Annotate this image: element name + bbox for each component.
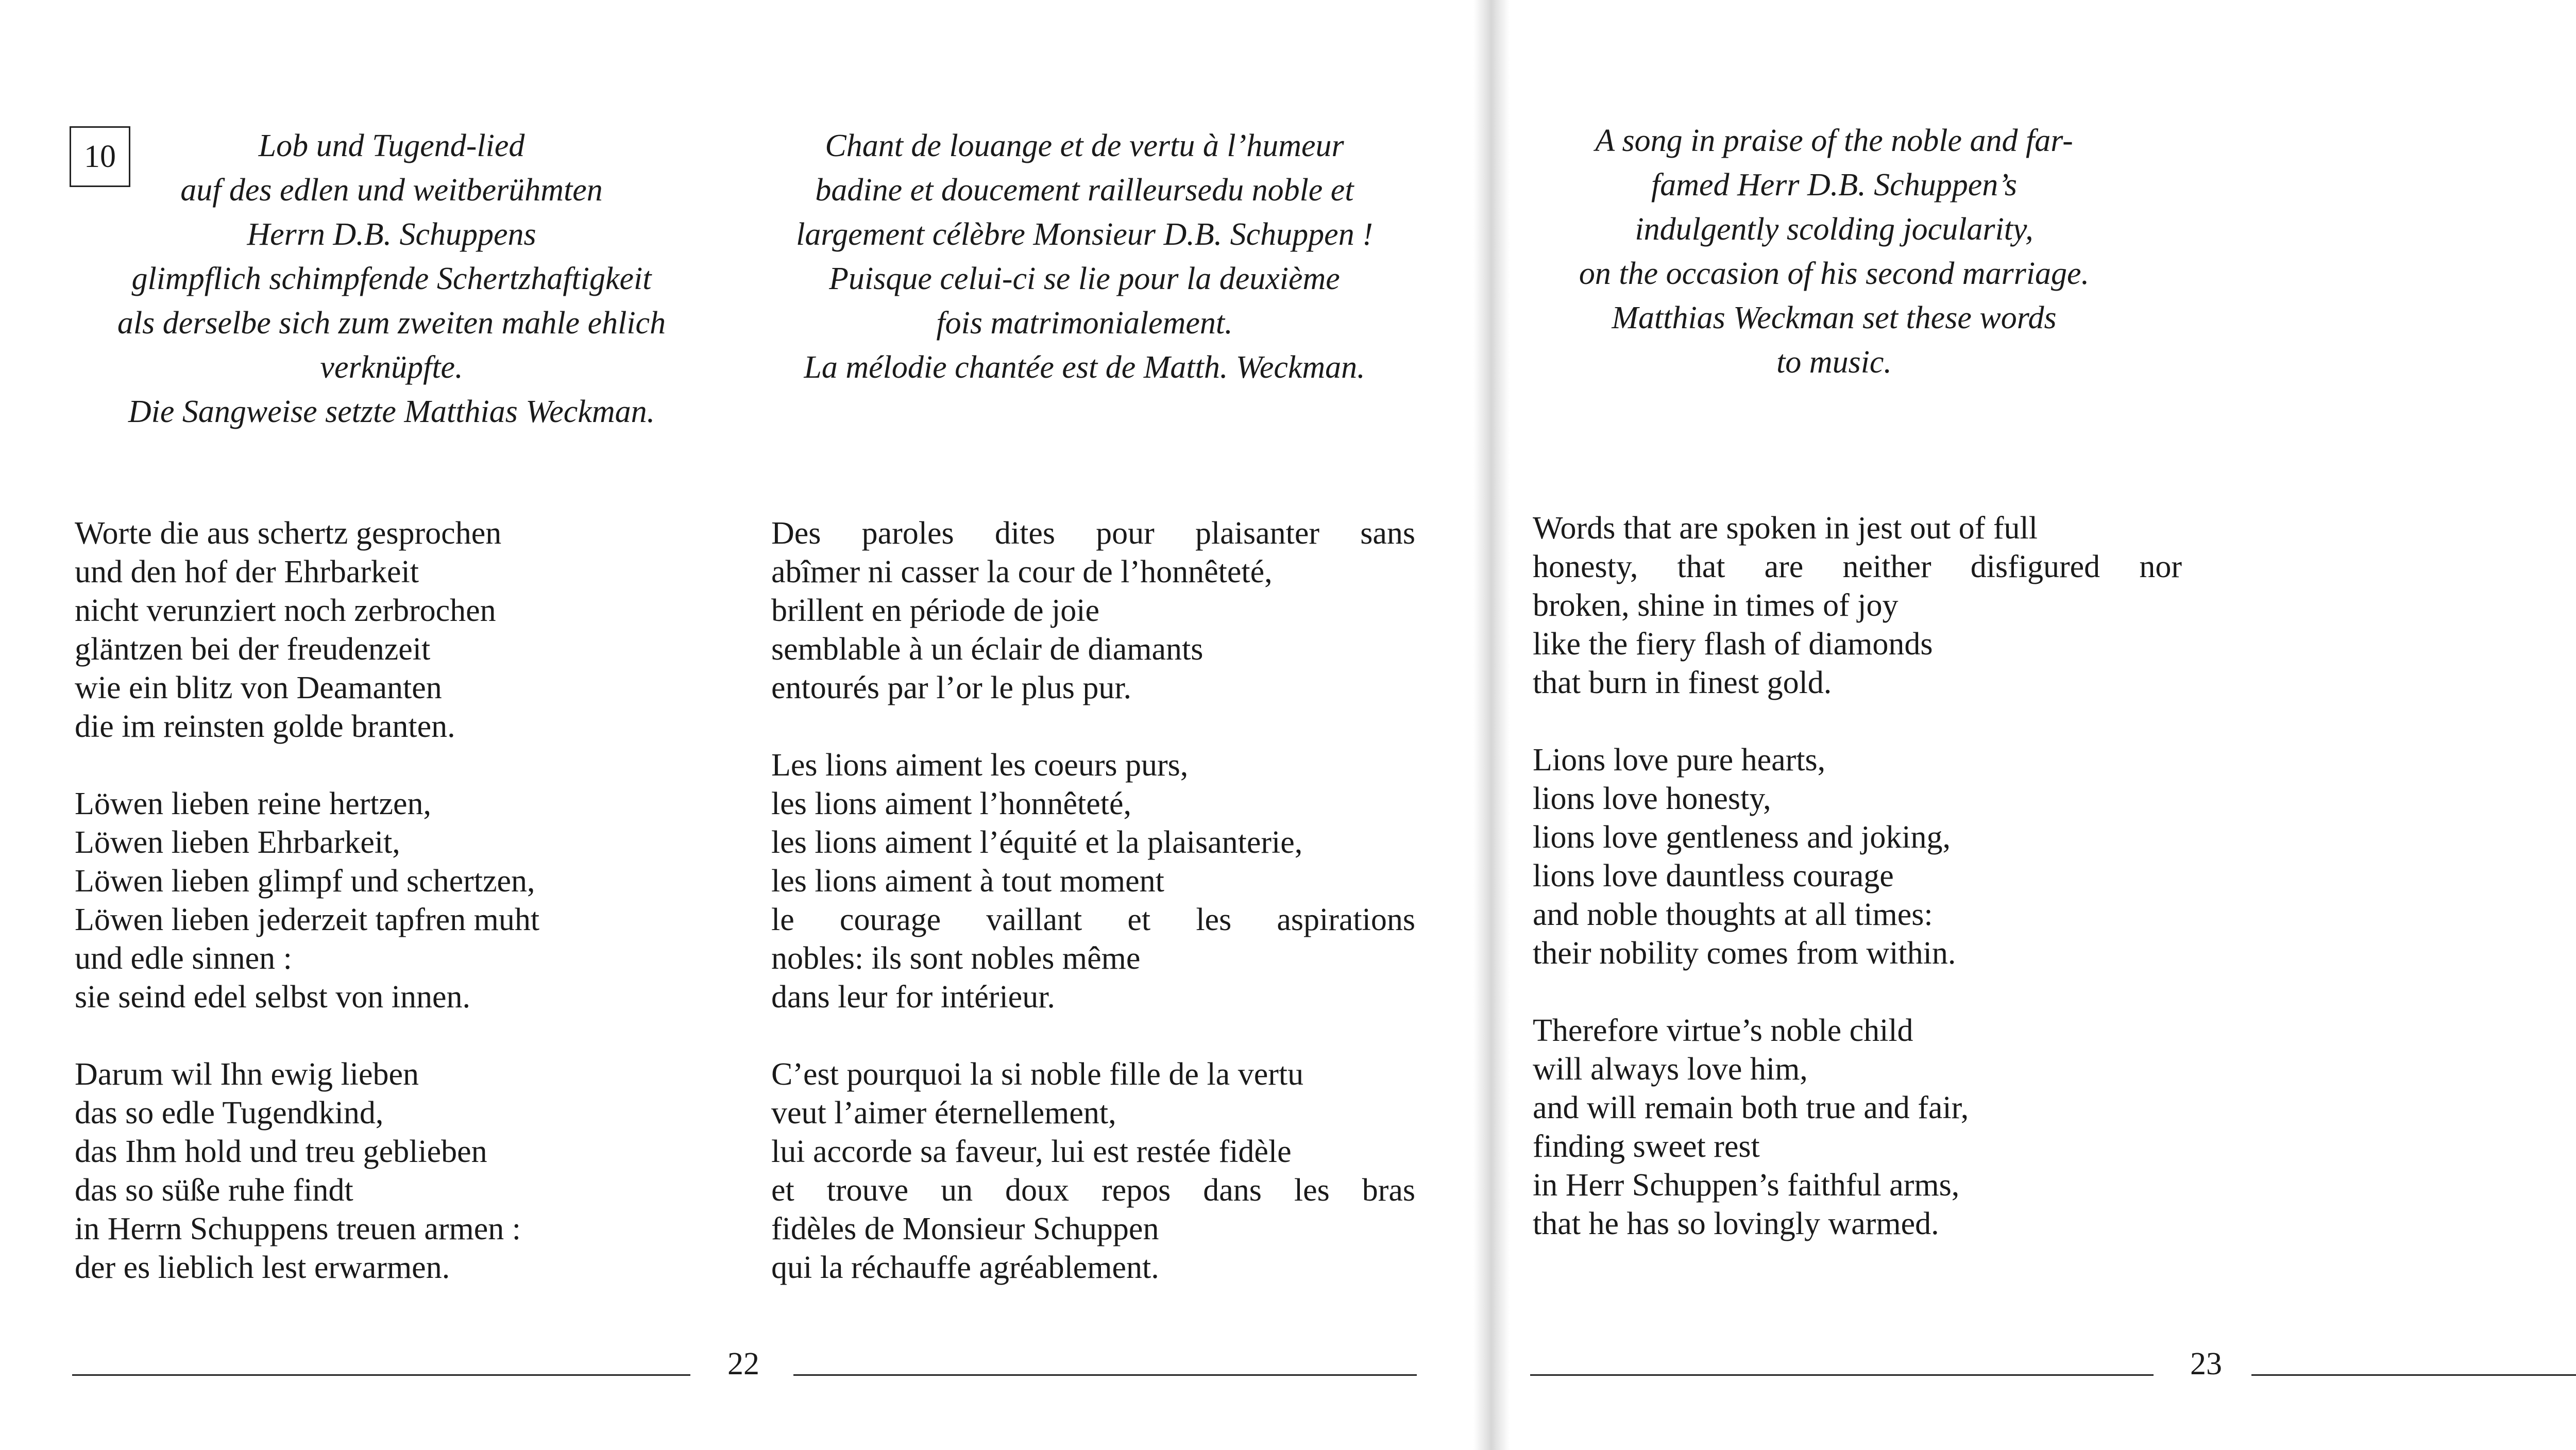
title-line: Puisque celui-ci se lie pour la deuxième bbox=[829, 261, 1340, 296]
verse-line: Löwen lieben jederzeit tapfren muht bbox=[75, 902, 540, 937]
track-number-box: 10 bbox=[70, 126, 130, 187]
right-page bbox=[1510, 0, 2576, 1450]
english-verse bbox=[1533, 509, 2182, 1282]
title-line: largement célèbre Monsieur D.B. Schuppen ! bbox=[796, 217, 1373, 252]
verse-line: that burn in finest gold. bbox=[1533, 665, 1832, 700]
title-line: A song in praise of the noble and far- bbox=[1595, 123, 2073, 158]
title-line: La mélodie chantée est de Matth. Weckman. bbox=[804, 350, 1365, 385]
verse-line: broken, shine in times of joy bbox=[1533, 588, 1899, 623]
verse-line: in Herrn Schuppens treuen armen : bbox=[75, 1211, 521, 1246]
verse-line: lions love dauntless courage bbox=[1533, 858, 1894, 893]
stanza bbox=[75, 514, 744, 746]
title-line: glimpflich schimpfende Schertzhaftigkeit bbox=[131, 261, 652, 296]
stanza bbox=[1533, 741, 2182, 973]
title-line: auf des edlen und weitberühmten bbox=[180, 173, 603, 208]
verse-line: Löwen lieben Ehrbarkeit, bbox=[75, 825, 400, 860]
title-line: Lob und Tugend-lied bbox=[258, 128, 525, 163]
book-gutter bbox=[1473, 0, 1510, 1450]
verse-line: abîmer ni casser la cour de l’honnêteté, bbox=[771, 554, 1273, 589]
page-number-left: 22 bbox=[727, 1346, 759, 1381]
verse-line: Words that are spoken in jest out of full bbox=[1533, 511, 2038, 546]
verse-line: nobles: ils sont nobles même bbox=[771, 941, 1141, 976]
verse-line: Löwen lieben glimpf und schertzen, bbox=[75, 864, 535, 899]
verse-line: sie seind edel selbst von innen. bbox=[75, 980, 470, 1015]
verse-line: honesty, that are neither disfigured nor bbox=[1533, 549, 2182, 584]
verse-line: veut l’aimer éternellement, bbox=[771, 1095, 1116, 1131]
footer-rule-left-b bbox=[793, 1374, 1417, 1376]
stanza bbox=[75, 1055, 744, 1287]
verse-line: und edle sinnen : bbox=[75, 941, 292, 976]
verse-line: lui accorde sa faveur, lui est restée fidèle bbox=[771, 1134, 1292, 1169]
title-line: Matthias Weckman set these words bbox=[1612, 300, 2057, 335]
verse-line: entourés par l’or le plus pur. bbox=[771, 670, 1132, 705]
verse-line: und den hof der Ehrbarkeit bbox=[75, 554, 419, 589]
title-line: als derselbe sich zum zweiten mahle ehlich bbox=[117, 306, 666, 341]
verse-line: nicht verunziert noch zerbrochen bbox=[75, 593, 496, 628]
german-verse bbox=[75, 514, 744, 1326]
verse-line: Löwen lieben reine hertzen, bbox=[75, 786, 431, 821]
title-line: on the occasion of his second marriage. bbox=[1579, 256, 2090, 291]
verse-line: that he has so lovingly warmed. bbox=[1533, 1206, 1939, 1241]
verse-line: wie ein blitz von Deamanten bbox=[75, 670, 442, 705]
stanza bbox=[75, 785, 744, 1017]
footer-rule-right-b bbox=[2251, 1374, 2576, 1376]
german-title bbox=[67, 124, 716, 434]
verse-line: et trouve un doux repos dans les bras bbox=[771, 1173, 1415, 1208]
title-line: badine et doucement railleursedu noble et bbox=[815, 173, 1354, 208]
verse-line: Les lions aiment les coeurs purs, bbox=[771, 748, 1189, 783]
french-verse bbox=[771, 514, 1415, 1326]
verse-line: like the fiery flash of diamonds bbox=[1533, 627, 1933, 662]
verse-line: Worte die aus schertz gesprochen bbox=[75, 516, 502, 551]
verse-line: Des paroles dites pour plaisanter sans bbox=[771, 516, 1415, 551]
title-line: Die Sangweise setzte Matthias Weckman. bbox=[128, 394, 655, 429]
verse-line: brillent en période de joie bbox=[771, 593, 1099, 628]
verse-line: fidèles de Monsieur Schuppen bbox=[771, 1211, 1159, 1246]
footer-rule-left-a bbox=[72, 1374, 690, 1376]
verse-line: semblable à un éclair de diamants bbox=[771, 632, 1204, 667]
verse-line: Therefore virtue’s noble child bbox=[1533, 1013, 1913, 1048]
verse-line: die im reinsten golde branten. bbox=[75, 709, 455, 744]
verse-line: das so süße ruhe findt bbox=[75, 1173, 353, 1208]
verse-line: C’est pourquoi la si noble fille de la vertu bbox=[771, 1057, 1304, 1092]
stanza bbox=[771, 1055, 1415, 1287]
verse-line: le courage vaillant et les aspirations bbox=[771, 902, 1415, 937]
title-line: famed Herr D.B. Schuppen’s bbox=[1651, 167, 2018, 203]
footer-rule-right-a bbox=[1530, 1374, 2154, 1376]
title-line: to music. bbox=[1776, 345, 1892, 380]
english-title bbox=[1510, 119, 2159, 384]
stanza bbox=[771, 746, 1415, 1017]
verse-line: in Herr Schuppen’s faithful arms, bbox=[1533, 1168, 1960, 1203]
verse-line: les lions aiment l’équité et la plaisanterie, bbox=[771, 825, 1303, 860]
stanza bbox=[1533, 1011, 2182, 1243]
verse-line: and noble thoughts at all times: bbox=[1533, 897, 1933, 932]
verse-line: their nobility comes from within. bbox=[1533, 936, 1956, 971]
verse-line: lions love honesty, bbox=[1533, 781, 1771, 816]
verse-line: lions love gentleness and joking, bbox=[1533, 820, 1951, 855]
verse-line: das so edle Tugendkind, bbox=[75, 1095, 384, 1131]
title-line: indulgently scolding jocularity, bbox=[1635, 212, 2033, 247]
verse-line: dans leur for intérieur. bbox=[771, 980, 1055, 1015]
stanza bbox=[771, 514, 1415, 707]
verse-line: finding sweet rest bbox=[1533, 1129, 1760, 1164]
verse-line: will always love him, bbox=[1533, 1052, 1808, 1087]
verse-line: les lions aiment l’honnêteté, bbox=[771, 786, 1132, 821]
title-line: Herrn D.B. Schuppens bbox=[247, 217, 536, 252]
french-title bbox=[750, 124, 1419, 390]
verse-line: les lions aiment à tout moment bbox=[771, 864, 1164, 899]
title-line: fois matrimonialement. bbox=[936, 306, 1233, 341]
verse-line: qui la réchauffe agréablement. bbox=[771, 1250, 1159, 1285]
title-line: Chant de louange et de vertu à l’humeur bbox=[825, 128, 1344, 163]
verse-line: Darum wil Ihn ewig lieben bbox=[75, 1057, 419, 1092]
verse-line: gläntzen bei der freudenzeit bbox=[75, 632, 431, 667]
verse-line: and will remain both true and fair, bbox=[1533, 1090, 1969, 1125]
verse-line: Lions love pure hearts, bbox=[1533, 743, 1826, 778]
title-line: verknüpfte. bbox=[320, 350, 463, 385]
verse-line: das Ihm hold und treu geblieben bbox=[75, 1134, 487, 1169]
stanza bbox=[1533, 509, 2182, 702]
verse-line: der es lieblich lest erwarmen. bbox=[75, 1250, 450, 1285]
page-number-right: 23 bbox=[2190, 1346, 2222, 1381]
